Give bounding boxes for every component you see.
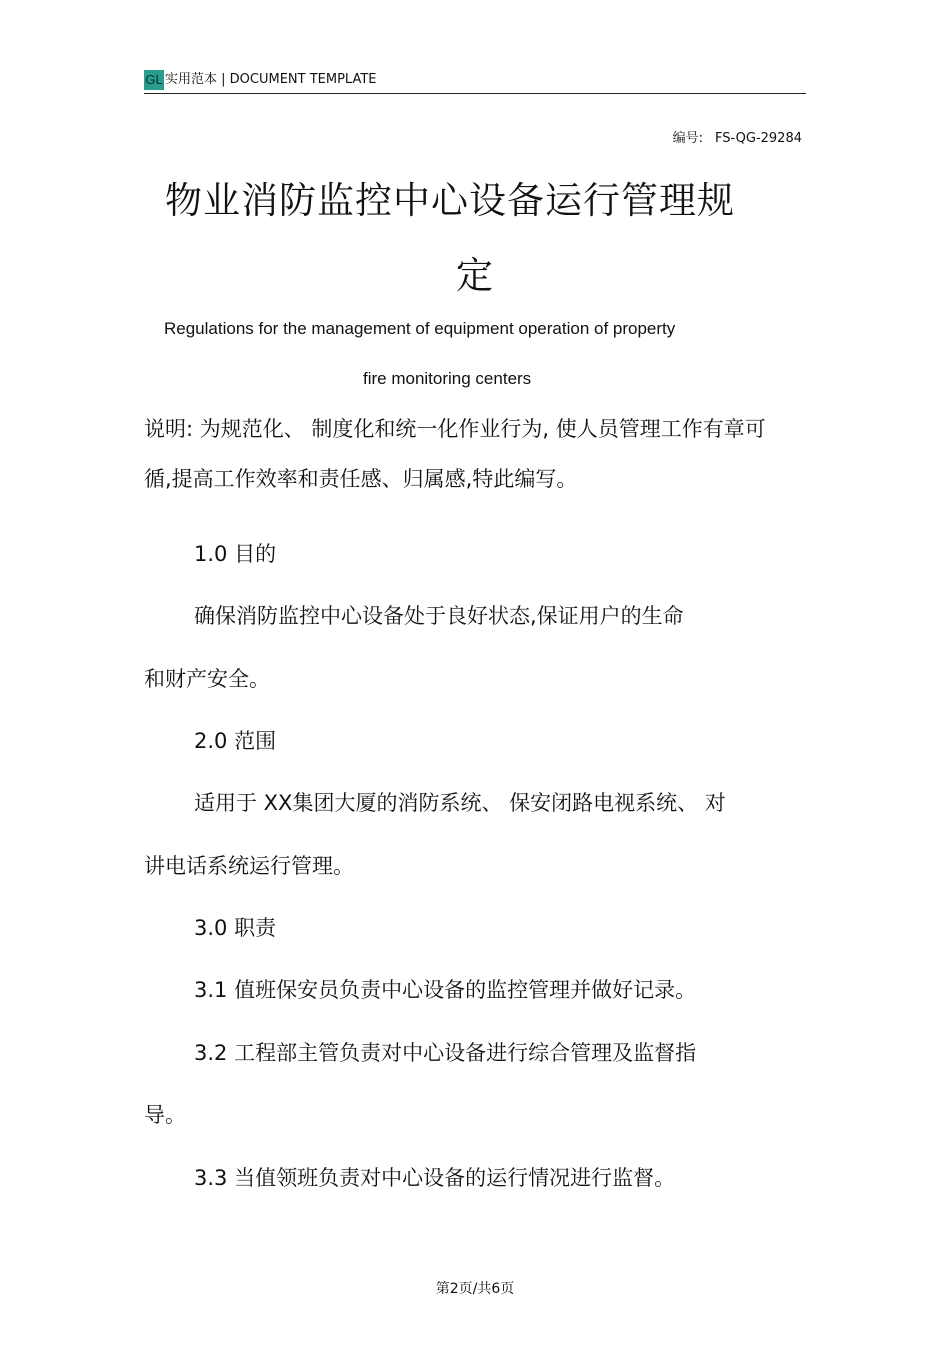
section-1-text-line-1: 确保消防监控中心设备处于良好状态,保证用户的生命 (194, 604, 684, 628)
header-label: 实用范本 | DOCUMENT TEMPLATE (165, 72, 377, 87)
english-title-line-2: fire monitoring centers (363, 369, 532, 388)
section-3-3: 3.3 当值领班负责对中心设备的运行情况进行监督。 (194, 1166, 676, 1190)
gl-logo: GL (144, 70, 164, 90)
page-header (144, 70, 806, 94)
section-3-heading: 3.0 职责 (194, 916, 277, 940)
section-3-2-line-2: 导。 (144, 1103, 186, 1127)
section-3-1: 3.1 值班保安员负责中心设备的监控管理并做好记录。 (194, 978, 697, 1002)
note-line-2: 循,提高工作效率和责任感、归属感,特此编写。 (144, 467, 578, 491)
section-1-text-line-2: 和财产安全。 (144, 667, 270, 691)
title-line-1-text: 物业消防监控中心设备运行管理规 (165, 179, 735, 222)
document-number-value: FS-QG-29284 (714, 131, 802, 146)
document-number-label: 编号: (672, 131, 703, 146)
note-line-1: 说明: 为规范化、 制度化和统一化作业行为, 使人员管理工作有章可 (144, 417, 766, 441)
title-line-2: 定 (456, 254, 494, 297)
page-number: 第2页/共6页 (435, 1281, 515, 1297)
title-line-1 (0, 170, 950, 224)
english-title-line-1: Regulations for the management of equipment operation of property (164, 319, 676, 338)
section-3-2-line-1: 3.2 工程部主管负责对中心设备进行综合管理及监督指 (194, 1041, 697, 1065)
section-2-heading: 2.0 范围 (194, 729, 277, 753)
section-2-text-line-1: 适用于 XX集团大厦的消防系统、 保安闭路电视系统、 对 (194, 791, 726, 815)
document-number (673, 127, 802, 146)
section-1-heading: 1.0 目的 (194, 542, 277, 566)
section-2-text-line-2: 讲电话系统运行管理。 (144, 854, 354, 878)
